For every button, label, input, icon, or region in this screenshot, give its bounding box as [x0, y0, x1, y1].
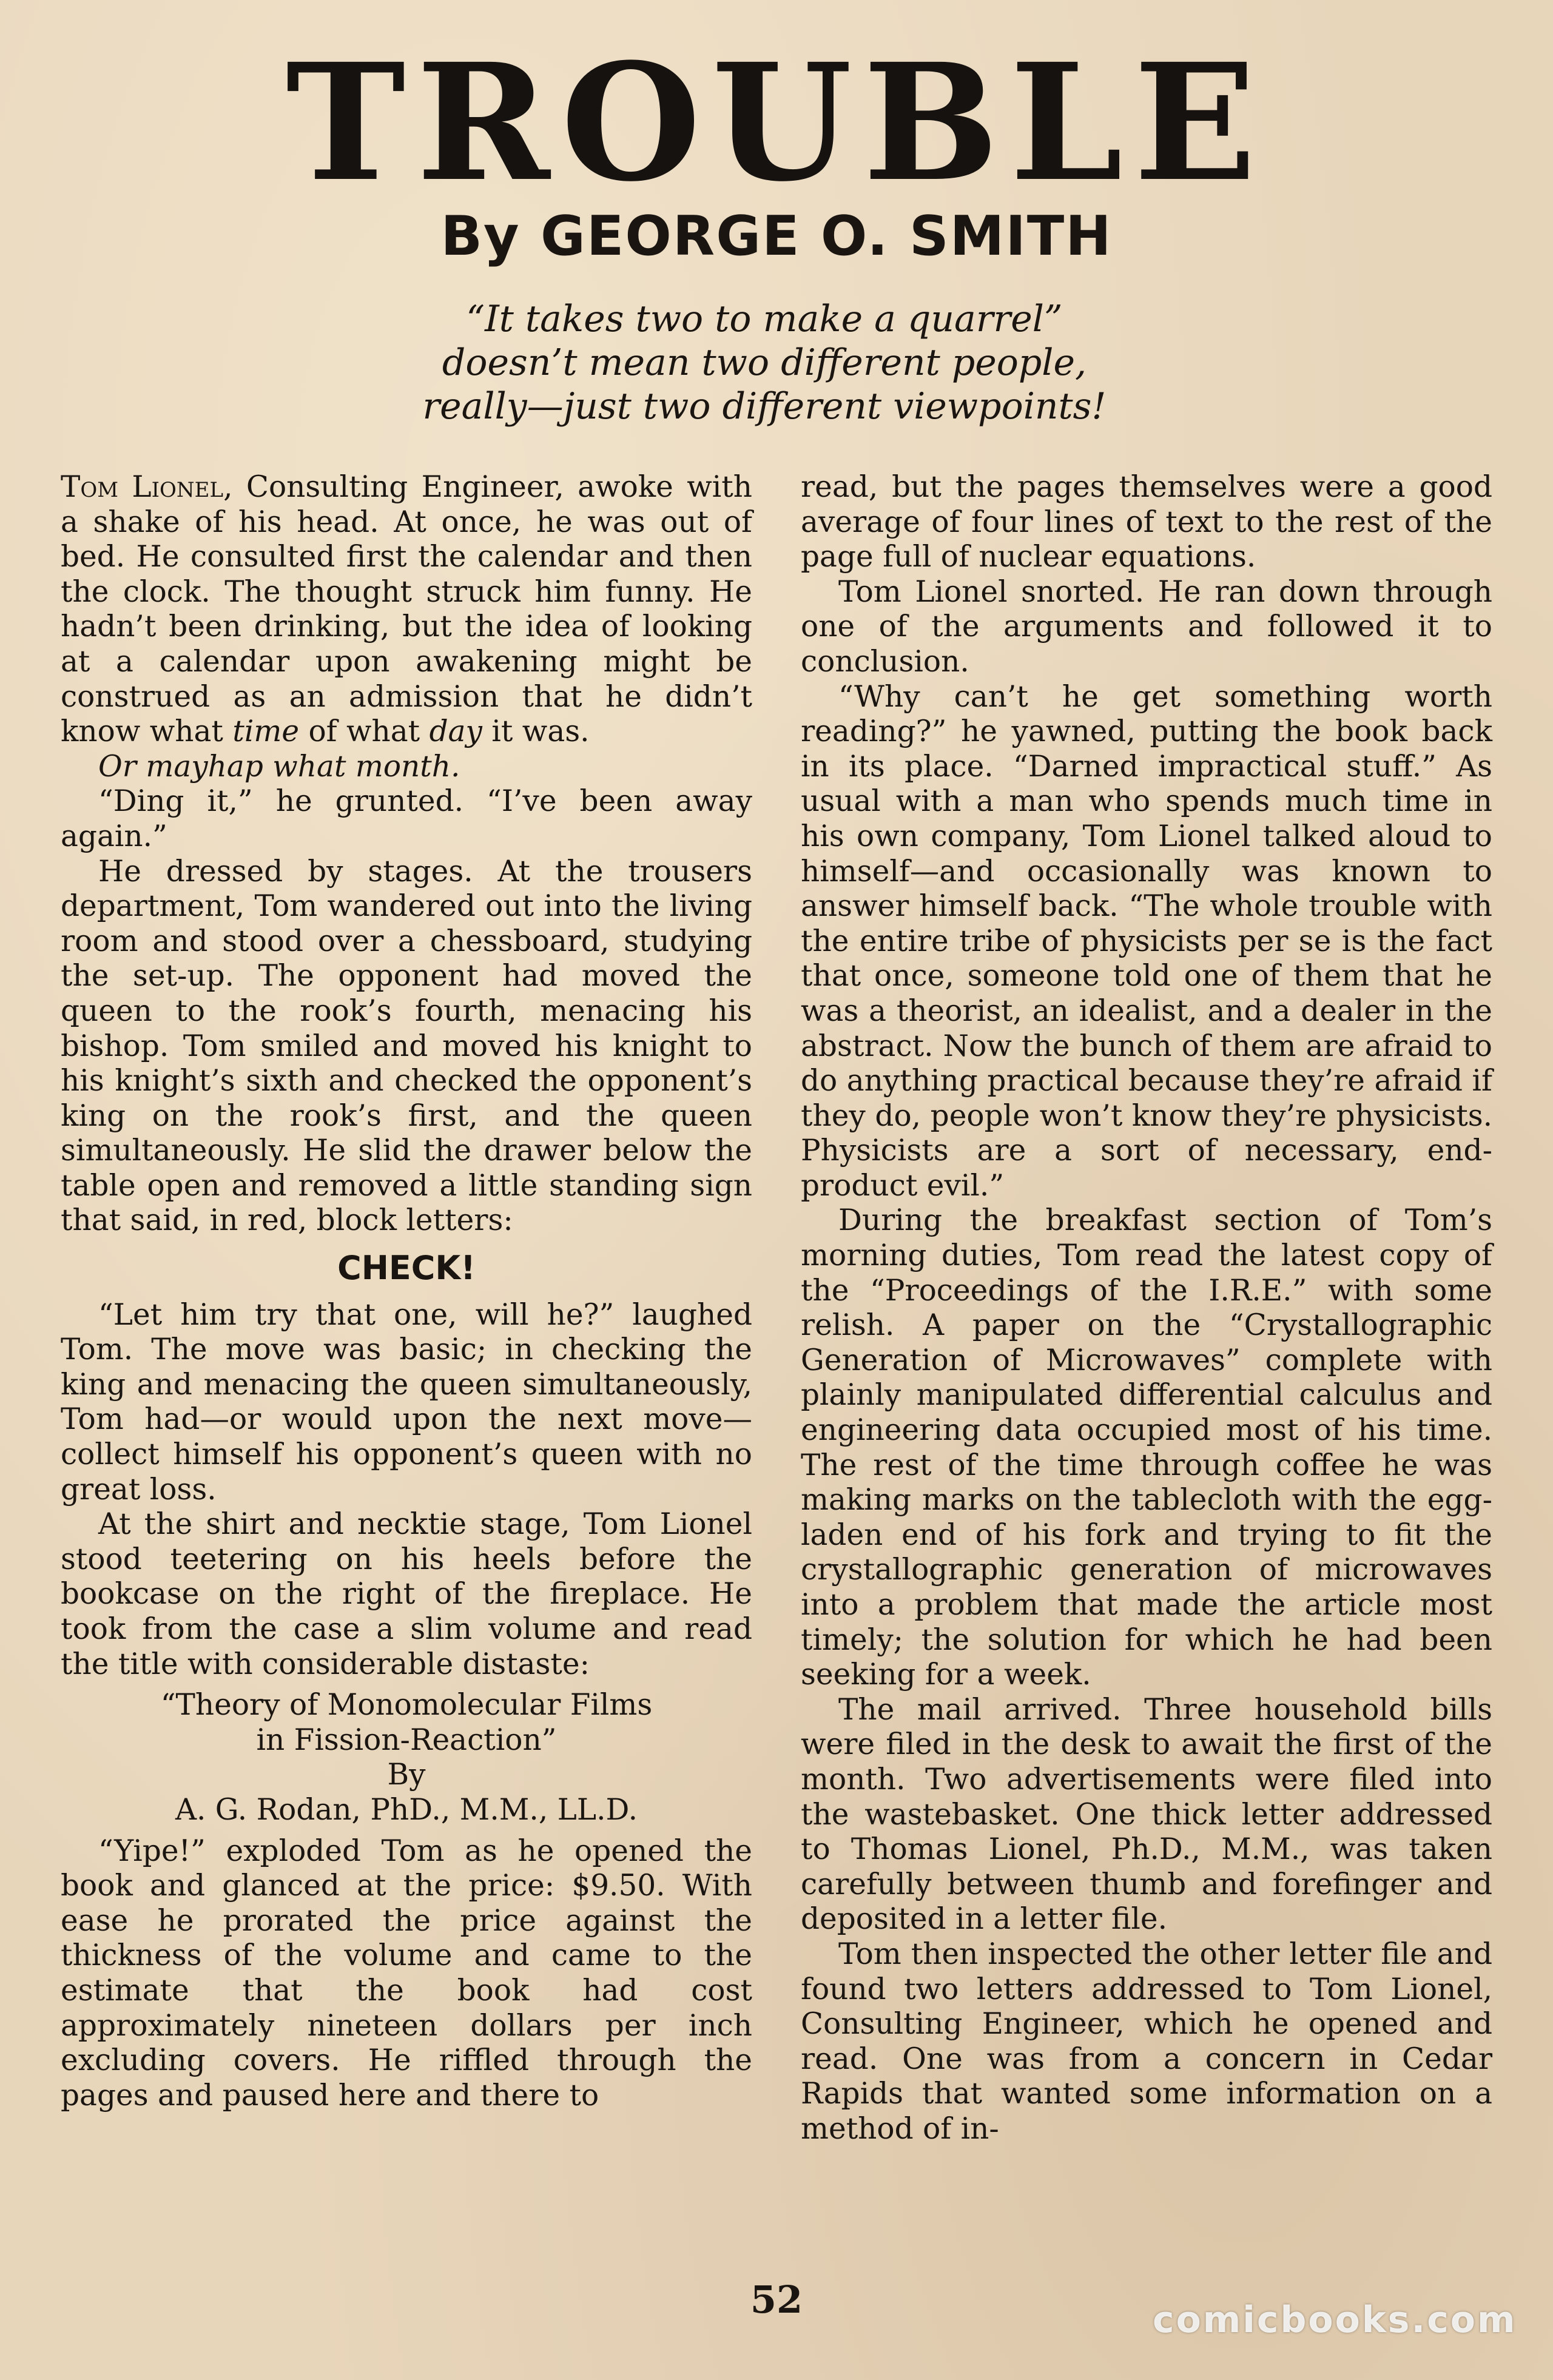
- paragraph: He dressed by stages. At the trousers department, Tom wandered out into the living room and stood over a chessboard, studying the set-up. The opponent had moved the queen to the rook’s fourth, menacing his bishop. Tom smiled and moved his knight to his knight’s sixth and checked the opponent’s king on the rook’s first, and the queen simultaneously. He slid the drawer below the table open and removed a little standing sign that said, in red, block letters:: [61, 854, 752, 1238]
- paragraph: “Yipe!” exploded Tom as he opened the book and glanced at the price: $9.50. With ease he prorated the price against the thickness of the volume and came to the estimate that the book had cost approximately nineteen dollars per inch excluding covers. He riffled through the pages and paused here and there to: [61, 1834, 752, 2113]
- book-title-block: [61, 1688, 752, 1827]
- lead-in: Tom Lionel,: [61, 470, 233, 504]
- blurb-line: really—just two different viewpoints!: [422, 385, 1107, 428]
- site-watermark: comicbooks.com: [1153, 2299, 1517, 2341]
- paragraph-text: Consulting Engineer, awoke with a shake of his head. At once, he was out of bed. He consulted first the calendar and then the clock. The thought struck him funny. He hadn’t been drinking, but the idea of looking at a calendar upon awakening might be construed as an admission that he didn’t know what: [61, 470, 752, 749]
- book-title: “Theory of Monomolecular Films: [160, 1688, 653, 1723]
- right-column: [801, 470, 1492, 2147]
- paragraph: “Let him try that one, will he?” laughed Tom. The move was basic; in checking the king and menacing the queen simultaneously, Tom had—or would upon the next move—collect himself his opponent’s queen with no great loss.: [61, 1297, 752, 1507]
- blurb-line: doesn’t mean two different people,: [442, 341, 1087, 384]
- paragraph-text: of what: [299, 714, 430, 749]
- paragraph: “Why can’t he get something worth reading?” he yawned, putting the book back in its place. “Darned impractical stuff.” As usual with a man who spends much time in his own company, Tom Lionel talked aloud to himself—and occasionally was known to answer himself back. “The whole trouble with the entire tribe of physicists per se is the fact that once, someone told one of them that he was a theorist, an idealist, and a dealer in the abstract. Now the bunch of them are afraid to do anything practical because they’re afraid if they do, people won’t know they’re physicists. Physicists are a sort of necessary, end-product evil.”: [801, 679, 1492, 1203]
- story-byline: By GEORGE O. SMITH: [440, 204, 1113, 268]
- check-sign: CHECK!: [337, 1249, 476, 1288]
- blurb-line: “It takes two to make a quarrel”: [466, 298, 1063, 340]
- page-number: 52: [750, 2277, 803, 2322]
- emphasis: time: [232, 714, 300, 749]
- story-blurb: [364, 297, 1165, 428]
- paragraph: Tom then inspected the other letter file and found two letters addressed to Tom Lionel, Consulting Engineer, which he opened and read. One was from a concern in Cedar Rapids that wanted some information on a method of in-: [801, 1937, 1492, 2146]
- paragraph: read, but the pages themselves were a good average of four lines of text to the rest of the page full of nuclear equations.: [801, 470, 1492, 574]
- book-author: A. G. Rodan, PhD., M.M., LL.D.: [175, 1792, 638, 1827]
- story-title: TROUBLE: [286, 29, 1267, 217]
- emphasis: day: [429, 714, 482, 749]
- paragraph: [61, 750, 752, 785]
- left-column: [61, 470, 752, 2113]
- paragraph: [61, 470, 752, 750]
- book-title: in Fission-Reaction”: [256, 1723, 557, 1757]
- paragraph: “Ding it,” he grunted. “I’ve been away again.”: [61, 784, 752, 853]
- paragraph: At the shirt and necktie stage, Tom Lionel stood teetering on his heels before the bookcase on the right of the fireplace. He took from the case a slim volume and read the title with considerable distaste:: [61, 1507, 752, 1681]
- paragraph-text: it was.: [482, 714, 590, 749]
- book-by: By: [387, 1758, 426, 1792]
- paragraph: During the breakfast section of Tom’s morning duties, Tom read the latest copy of the “Proceedings of the I.R.E.” with some relish. A paper on the “Crystallographic Generation of Microwaves” complete with plainly manipulated differential calculus and engineering data occupied most of his time. The rest of the time through coffee he was making marks on the tablecloth with the egg-laden end of his fork and trying to fit the crystallographic generation of microwaves into a problem that made the article most timely; the solution for which he had been seeking for a week.: [801, 1203, 1492, 1692]
- emphasis: Or mayhap what month.: [98, 749, 460, 784]
- paragraph: The mail arrived. Three household bills were filed in the desk to await the first of the month. Two advertisements were filed into the wastebasket. One thick letter addressed to Thomas Lionel, Ph.D., M.M., was taken carefully between thumb and forefinger and deposited in a letter file.: [801, 1692, 1492, 1937]
- paragraph: Tom Lionel snorted. He ran down through one of the arguments and followed it to conclusion.: [801, 574, 1492, 679]
